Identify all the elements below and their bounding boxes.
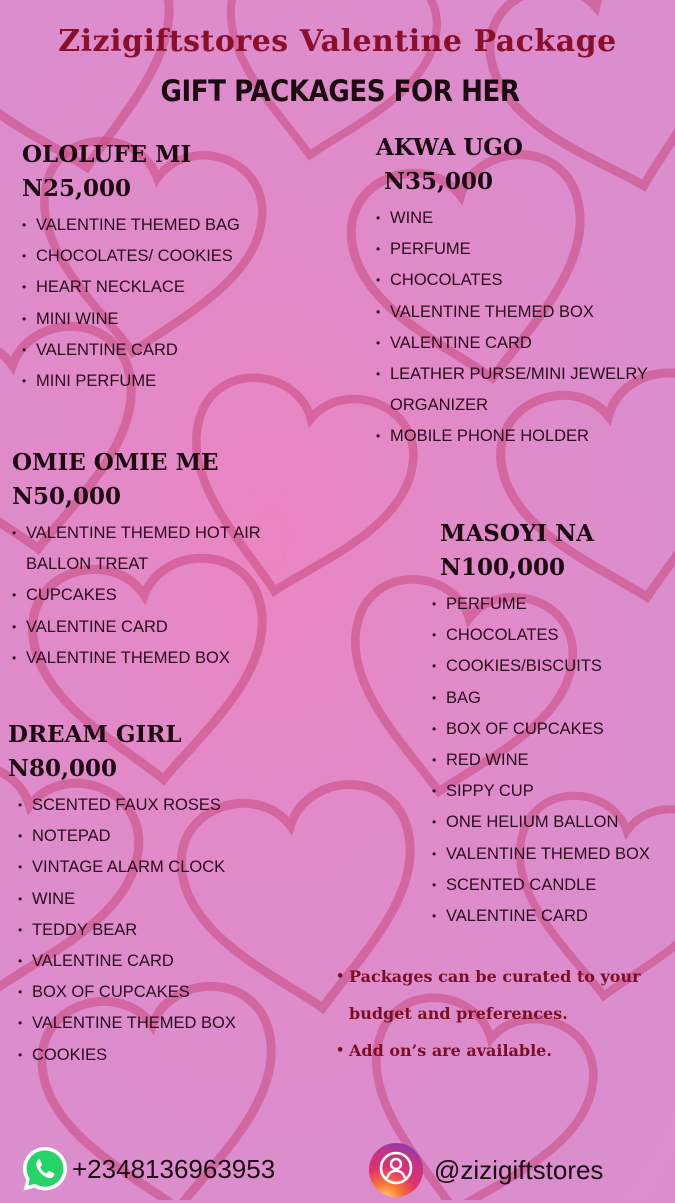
list-item: • VALENTINE CARD <box>18 946 318 977</box>
note-item: • Add on’s are available. <box>336 1032 671 1069</box>
list-item: • LEATHER PURSE/MINI JEWELRY ORGANIZER <box>376 359 672 421</box>
package-omie-omie-me <box>12 446 312 674</box>
package-item-list <box>22 210 342 397</box>
list-item: • VALENTINE CARD <box>376 328 672 359</box>
list-item: • ONE HELIUM BALLON <box>432 807 672 838</box>
instagram-handle: @zizigiftstores <box>434 1154 604 1185</box>
package-name: OMIE OMIE ME <box>12 449 219 476</box>
list-item: • WINE <box>376 203 672 234</box>
list-item: • COOKIES <box>18 1040 318 1071</box>
list-item: • CHOCOLATES <box>376 265 672 296</box>
list-item: • PERFUME <box>432 589 672 620</box>
list-item: • VINTAGE ALARM CLOCK <box>18 852 318 883</box>
list-item: • BOX OF CUPCAKES <box>18 977 318 1008</box>
list-item: • CHOCOLATES/ COOKIES <box>22 241 342 272</box>
list-item: • NOTEPAD <box>18 821 318 852</box>
package-ololufe-mi <box>22 138 342 397</box>
instagram-icon <box>368 1142 424 1198</box>
whatsapp-contact[interactable] <box>20 1144 275 1194</box>
whatsapp-icon <box>20 1144 70 1194</box>
list-item: • CUPCAKES <box>12 580 312 611</box>
instagram-contact[interactable] <box>368 1142 603 1198</box>
list-item: • BOX OF CUPCAKES <box>432 714 672 745</box>
list-item: • VALENTINE THEMED BOX <box>432 839 672 870</box>
package-akwa-ugo <box>376 131 672 453</box>
package-item-list <box>18 790 318 1071</box>
package-item-list <box>432 589 672 932</box>
list-item: • SCENTED CANDLE <box>432 870 672 901</box>
list-item: • VALENTINE CARD <box>22 335 342 366</box>
phone-number: +2348136963953 <box>72 1153 276 1184</box>
list-item: • VALENTINE THEMED BOX <box>376 297 672 328</box>
list-item: • VALENTINE CARD <box>12 612 312 643</box>
list-item: • VALENTINE THEMED BAG <box>22 210 342 241</box>
list-item: • RED WINE <box>432 745 672 776</box>
list-item: • VALENTINE THEMED HOT AIR BALLON TREAT <box>12 518 296 580</box>
package-item-list <box>376 203 672 453</box>
note-item: • Packages can be curated to your budget and preferences. <box>336 958 671 1032</box>
package-price: N25,000 <box>22 175 132 202</box>
list-item: • VALENTINE THEMED BOX <box>18 1008 318 1039</box>
list-item: • MINI PERFUME <box>22 366 342 397</box>
list-item: • SIPPY CUP <box>432 776 672 807</box>
package-name: OLOLUFE MI <box>22 141 192 168</box>
list-item: • HEART NECKLACE <box>22 272 342 303</box>
package-item-list <box>12 518 312 674</box>
package-dream-girl <box>8 718 318 1071</box>
page-subtitle: GIFT PACKAGES FOR HER <box>160 74 520 108</box>
list-item: • CHOCOLATES <box>432 620 672 651</box>
package-price: N50,000 <box>12 483 122 510</box>
list-item: • COOKIES/BISCUITS <box>432 651 672 682</box>
package-price: N35,000 <box>384 168 494 195</box>
list-item: • VALENTINE CARD <box>432 901 672 932</box>
list-item: • TEDDY BEAR <box>18 915 318 946</box>
page-title: Zizigiftstores Valentine Package <box>58 24 617 59</box>
list-item: • VALENTINE THEMED BOX <box>12 643 312 674</box>
notes-list <box>336 958 671 1069</box>
package-name: AKWA UGO <box>376 134 523 161</box>
list-item: • BAG <box>432 683 672 714</box>
package-name: DREAM GIRL <box>8 721 182 748</box>
list-item: • MOBILE PHONE HOLDER <box>376 421 672 452</box>
list-item: • PERFUME <box>376 234 672 265</box>
package-price: N100,000 <box>440 554 566 581</box>
package-price: N80,000 <box>8 755 118 782</box>
package-name: MASOYI NA <box>440 520 595 547</box>
package-masoyi-na <box>432 517 672 932</box>
list-item: • SCENTED FAUX ROSES <box>18 790 318 821</box>
list-item: • WINE <box>18 884 318 915</box>
list-item: • MINI WINE <box>22 304 342 335</box>
